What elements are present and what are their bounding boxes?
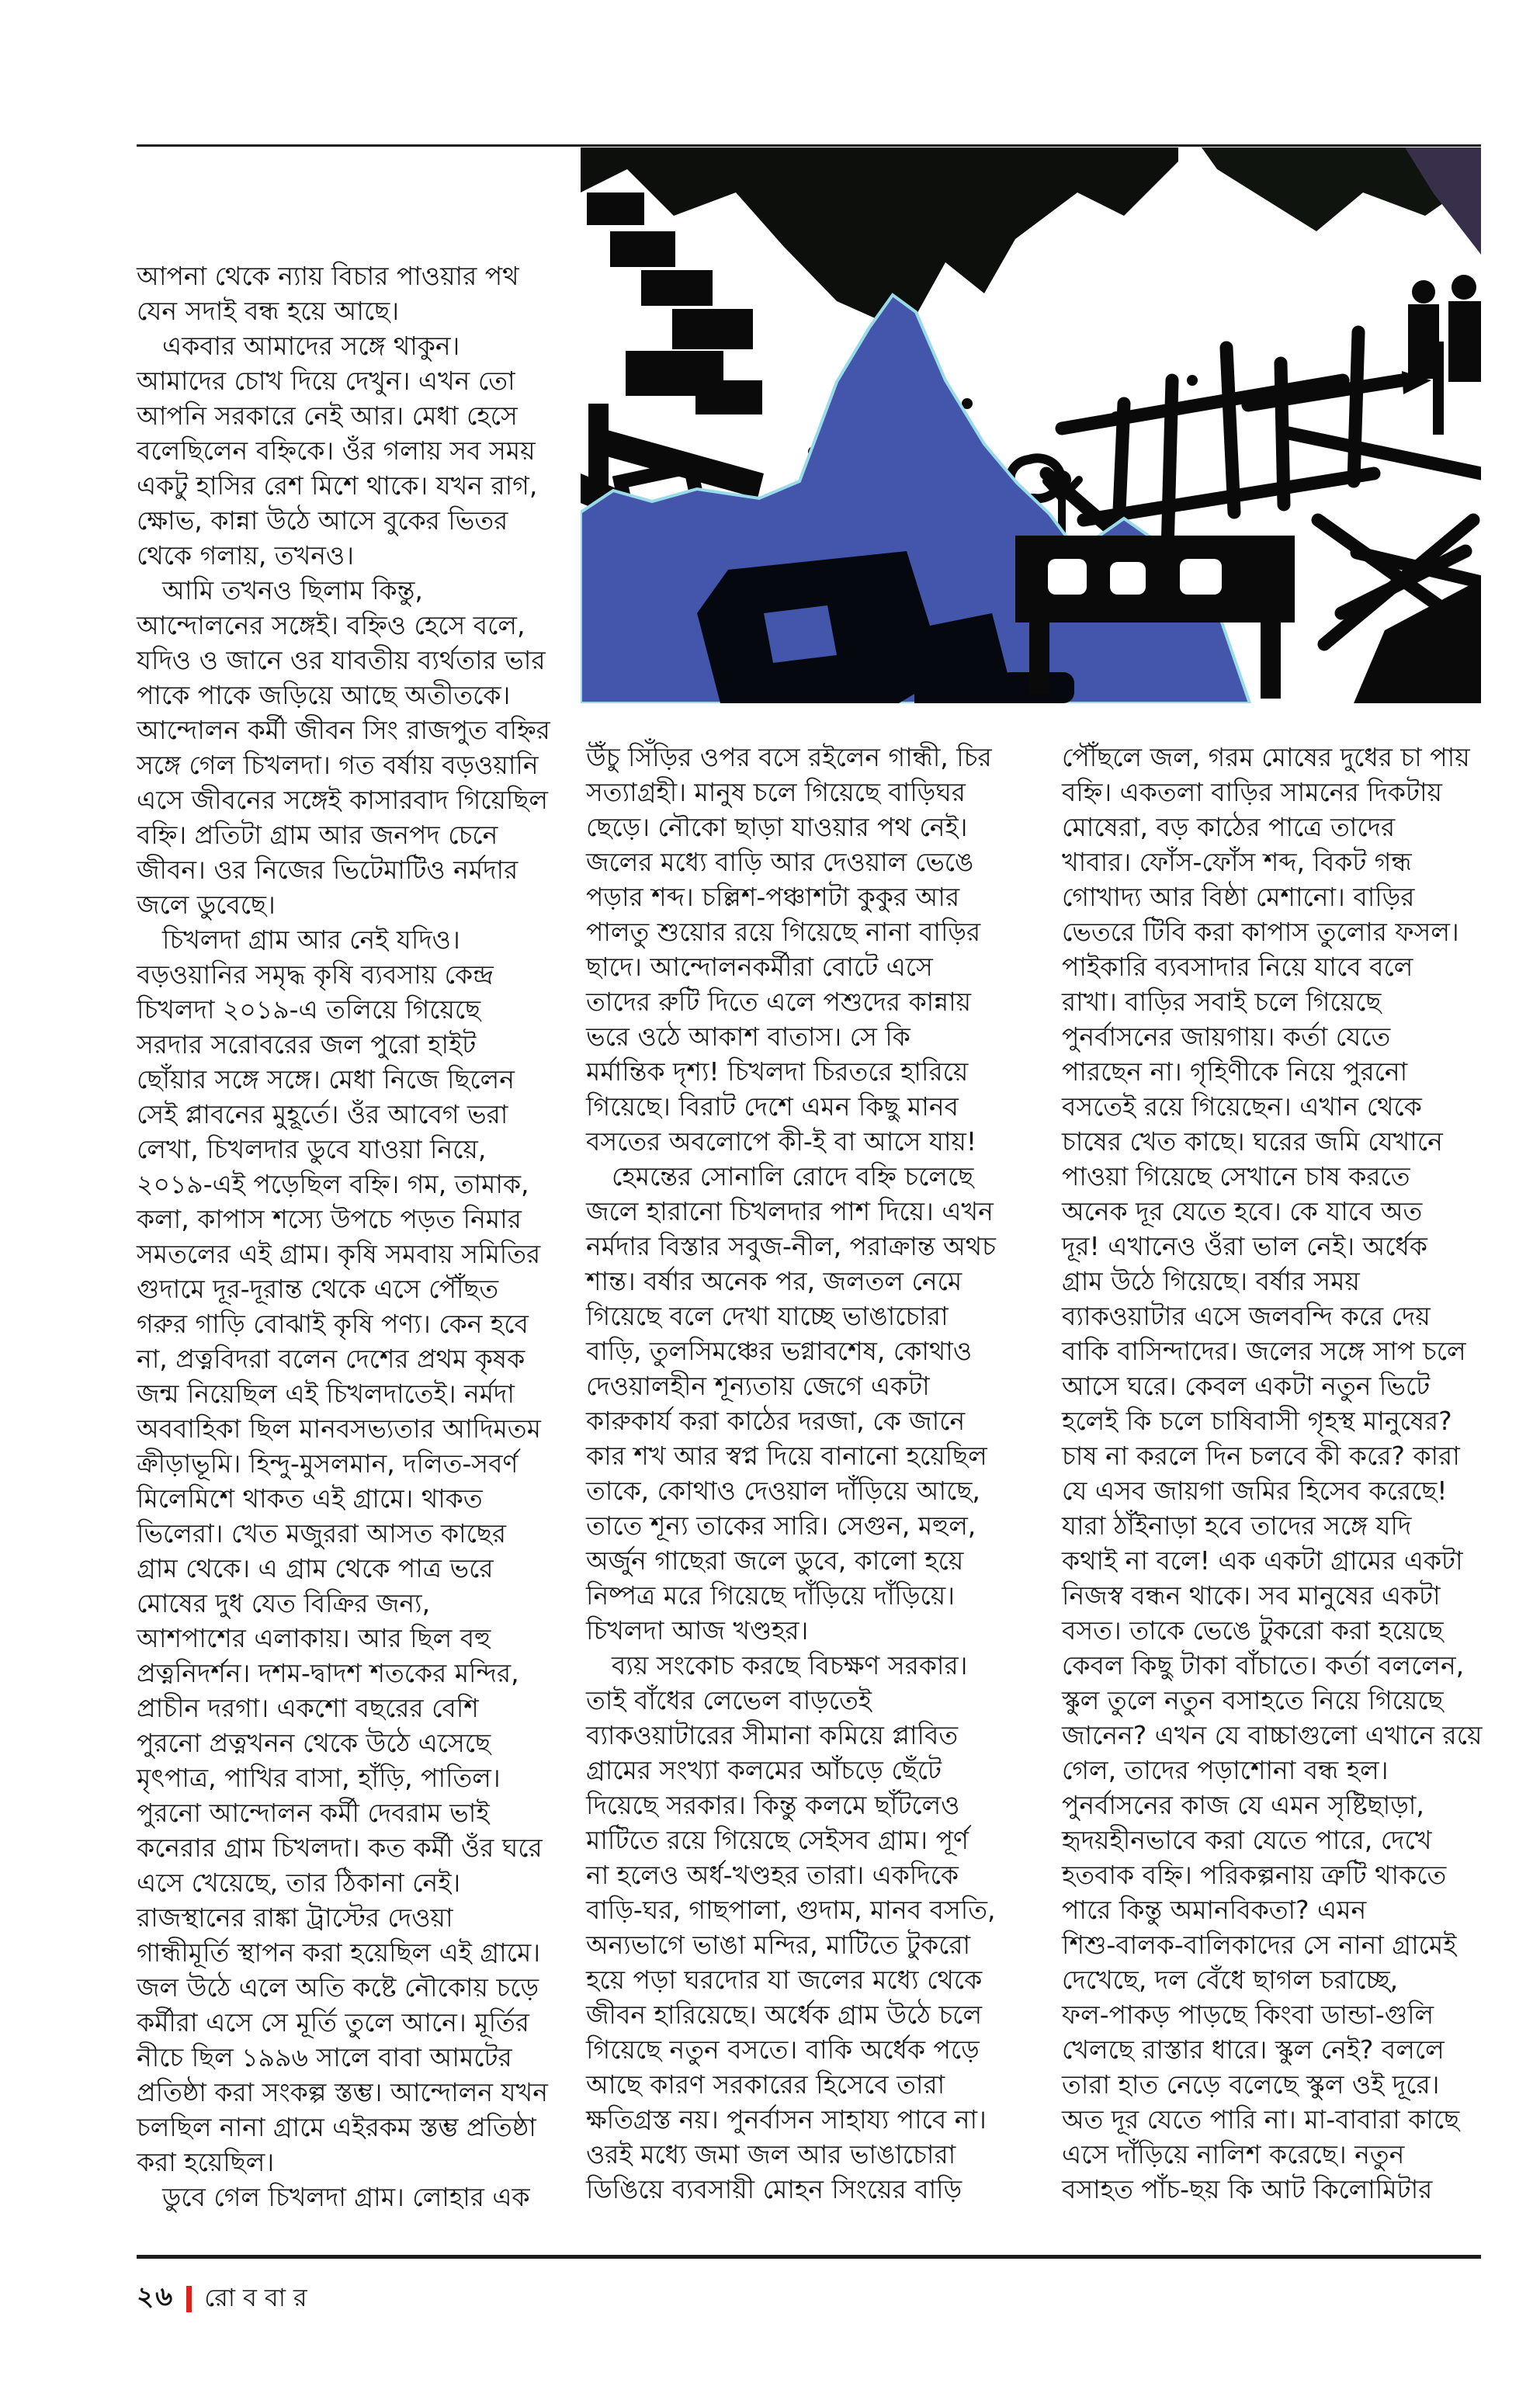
- text-line: সঙ্গে গেল চিখলদা। গত বর্ষায় বড়ওয়ানি: [137, 750, 539, 780]
- text-line: থেকে গলায়, তখনও।: [137, 540, 355, 571]
- text-column-1: [137, 258, 550, 2214]
- text-line: খেলছে রাস্তার ধারে। স্কুল নেই? বললে: [1062, 2034, 1445, 2065]
- text-line: কার শখ আর স্বপ্ন দিয়ে বানানো হয়েছিল: [586, 1441, 987, 1471]
- text-line: হয়ে পড়া ঘরদোর যা জলের মধ্যে থেকে: [586, 1965, 983, 1995]
- text-column-3: [1062, 740, 1500, 2207]
- text-line: তাই বাঁধের লেভেল বাড়তেই: [586, 1685, 872, 1715]
- text-line: জলে হারানো চিখলদার পাশ দিয়ে। এখন: [586, 1196, 994, 1226]
- text-line: প্রত্ননিদর্শন। দশম-দ্বাদশ শতকের মন্দির,: [137, 1658, 519, 1688]
- text-line: শান্ত। বর্ষার অনেক পর, জলতল নেমে: [586, 1266, 962, 1296]
- text-line: যে এসব জায়গা জমির হিসেব করেছে!: [1062, 1476, 1448, 1506]
- text-line: ব্যাকওয়াটারের সীমানা কমিয়ে প্লাবিত: [586, 1720, 959, 1750]
- text-line: হতবাক বহ্নি। পরিকল্পনায় ত্রুটি থাকতে: [1062, 1860, 1447, 1890]
- text-line: একবার আমাদের সঙ্গে থাকুন।: [137, 331, 460, 361]
- text-line: ক্রীড়াভূমি। হিন্দু-মুসলমান, দলিত-সবর্ণ: [137, 1448, 519, 1479]
- text-line: খাবার। ফোঁস-ফোঁস শব্দ, বিকট গন্ধ: [1062, 847, 1412, 877]
- text-line: ক্ষতিগ্রস্ত নয়। পুনর্বাসন সাহায্য পাবে না।: [586, 2104, 987, 2135]
- text-line: গ্রাম থেকে। এ গ্রাম থেকে পাত্র ভরে: [137, 1553, 494, 1583]
- text-line: জল উঠে এলে অতি কষ্টে নৌকোয় চড়ে: [137, 1972, 539, 2003]
- text-line: বাকি বাসিন্দাদের। জলের সঙ্গে সাপ চলে: [1062, 1336, 1466, 1366]
- text-line: তাদের রুটি দিতে এলে পশুদের কান্নায়: [586, 987, 972, 1017]
- text-line: কর্মীরা এসে সে মূর্তি তুলে আনে। মূর্তির: [137, 2007, 529, 2038]
- text-line: পুনর্বাসনের জায়গায়। কর্তা যেতে: [1062, 1021, 1391, 1052]
- text-line: বসতের অবলোপে কী-ই বা আসে যায়!: [586, 1126, 977, 1157]
- illustration: [581, 147, 1481, 703]
- text-line: আমি তখনও ছিলাম কিন্তু,: [137, 575, 423, 605]
- text-line: একটু হাসির রেশ মিশে থাকে। যখন রাগ,: [137, 470, 538, 501]
- text-line: সেই প্লাবনের মুহূর্তে। ওঁর আবেগ ভরা: [137, 1099, 508, 1129]
- text-line: গান্ধীমূর্তি স্থাপন করা হয়েছিল এই গ্রামে।: [137, 1937, 541, 1968]
- magazine-name: রোববার: [204, 2282, 315, 2312]
- text-line: ব্যয় সংকোচ করছে বিচক্ষণ সরকার।: [586, 1650, 968, 1680]
- text-line: আশপাশের এলাকায়। আর ছিল বহু: [137, 1623, 491, 1653]
- text-line: এসে দাঁড়িয়ে নালিশ করেছে। নতুন: [1062, 2139, 1405, 2169]
- text-line: ভরে ওঠে আকাশ বাতাস। সে কি: [586, 1021, 910, 1052]
- text-line: লেখা, চিখলদার ডুবে যাওয়া নিয়ে,: [137, 1134, 487, 1164]
- text-line: গুদামে দূর-দূরান্ত থেকে এসে পৌঁছত: [137, 1274, 499, 1304]
- text-line: কারুকার্য করা কাঠের দরজা, কে জানে: [586, 1406, 966, 1436]
- text-line: জলে ডুবেছে।: [137, 890, 276, 920]
- text-line: মর্মান্তিক দৃশ্য! চিখলদা চিরতরে হারিয়ে: [586, 1056, 969, 1087]
- text-line: যেন সদাই বন্ধ হয়ে আছে।: [137, 296, 400, 326]
- text-line: গ্রাম উঠে গিয়েছে। বর্ষার সময়: [1062, 1266, 1360, 1296]
- text-line: চিখলদা ২০১৯-এ তলিয়ে গিয়েছে: [137, 994, 481, 1025]
- text-line: হৃদয়হীনভাবে করা যেতে পারে, দেখে: [1062, 1825, 1432, 1855]
- text-line: ছেড়ে। নৌকো ছাড়া যাওয়ার পথ নেই।: [586, 812, 968, 842]
- text-line: তারা হাত নেড়ে বলেছে স্কুল ওই দূরে।: [1062, 2069, 1440, 2100]
- text-line: জলের মধ্যে বাড়ি আর দেওয়াল ভেঙে: [586, 847, 974, 877]
- text-line: নীচে ছিল ১৯৯৬ সালে বাবা আমটের: [137, 2042, 512, 2072]
- text-line: তাকে, কোথাও দেওয়াল দাঁড়িয়ে আছে,: [586, 1476, 980, 1506]
- text-line: উঁচু সিঁড়ির ওপর বসে রইলেন গান্ধী, চির: [586, 742, 992, 772]
- text-line: ডুবে গেল চিখলদা গ্রাম। লোহার এক: [137, 2182, 530, 2212]
- text-line: গোখাদ্য আর বিষ্ঠা মেশানো। বাড়ির: [1062, 882, 1415, 912]
- text-line: মৃৎপাত্র, পাখির বাসা, হাঁড়ি, পাতিল।: [137, 1763, 501, 1793]
- page-footer: [137, 2277, 315, 2321]
- text-line: রাজস্থানের রাঙ্কা ট্রাস্টের দেওয়া: [137, 1902, 453, 1933]
- text-line: আপনা থেকে ন্যায় বিচার পাওয়ার পথ: [137, 261, 519, 291]
- text-line: জন্ম নিয়েছিল এই চিখলদাতেই। নর্মদা: [137, 1379, 515, 1409]
- text-line: ক্ষোভ, কান্না উঠে আসে বুকের ভিতর: [137, 505, 508, 536]
- text-line: গিয়েছে নতুন বসতে। বাকি অর্ধেক পড়ে: [586, 2034, 980, 2065]
- text-line: আসে ঘরে। কেবল একটা নতুন ভিটে: [1062, 1371, 1431, 1401]
- text-line: ছোঁয়ার সঙ্গে সঙ্গে। মেধা নিজে ছিলেন: [137, 1064, 515, 1094]
- text-line: অর্জুন গাছেরা জলে ডুবে, কালো হয়ে: [586, 1545, 964, 1576]
- text-line: গ্রামের সংখ্যা কলমের আঁচড়ে ছেঁটে: [586, 1755, 942, 1785]
- flood-village-illustration: [581, 147, 1481, 703]
- text-line: আমাদের চোখ দিয়ে দেখুন। এখন তো: [137, 366, 515, 396]
- text-line: যদিও ও জানে ওর যাবতীয় ব্যর্থতার ভার: [137, 645, 546, 675]
- text-line: চিখলদা গ্রাম আর নেই যদিও।: [137, 924, 460, 955]
- text-line: বসাহত পাঁচ-ছয় কি আট কিলোমিটার: [1062, 2174, 1433, 2204]
- text-line: পারে কিন্তু অমানবিকতা? এমন: [1062, 1895, 1367, 1925]
- text-line: আপনি সরকারে নেই আর। মেধা হেসে: [137, 401, 518, 431]
- text-line: শিশু-বালক-বালিকাদের সে নানা গ্রামেই: [1062, 1930, 1457, 1960]
- text-line: মোষেরা, বড় কাঠের পাত্রে তাদের: [1062, 812, 1396, 842]
- text-line: চিখলদা আজ খণ্ডহর।: [586, 1615, 809, 1646]
- text-line: যারা ঠাঁইনাড়া হবে তাদের সঙ্গে যদি: [1062, 1510, 1412, 1541]
- text-line: প্রাচীন দরগা। একশো বছরের বেশি: [137, 1693, 479, 1723]
- text-line: গিয়েছে। বিরাট দেশে এমন কিছু মানব: [586, 1091, 959, 1122]
- text-line: বাড়ি-ঘর, গাছপালা, গুদাম, মানব বসতি,: [586, 1895, 996, 1925]
- text-line: গিয়েছে বলে দেখা যাচ্ছে ভাঙাচোরা: [586, 1301, 949, 1331]
- text-line: ডিঙিয়ে ব্যবসায়ী মোহন সিংয়ের বাড়ি: [586, 2174, 962, 2204]
- text-line: পৌঁছলে জল, গরম মোষের দুধের চা পায়: [1062, 742, 1470, 772]
- text-line: নর্মদার বিস্তার সবুজ-নীল, পরাক্রান্ত অথচ: [586, 1231, 996, 1261]
- text-line: পড়ার শব্দ। চল্লিশ-পঞ্চাশটা কুকুর আর: [586, 882, 960, 912]
- text-line: বলেছিলেন বহ্নিকে। ওঁর গলায় সব সময়: [137, 435, 536, 466]
- top-rule: [137, 144, 1481, 147]
- text-line: প্রতিষ্ঠা করা সংকল্প স্তম্ভ। আন্দোলন যখন: [137, 2077, 548, 2107]
- text-column-2: [586, 740, 1025, 2207]
- text-line: গরুর গাড়ি বোঝাই কৃষি পণ্য। কেন হবে: [137, 1309, 529, 1339]
- text-line: কলা, কাপাস শস্যে উপচে পড়ত নিমার: [137, 1204, 522, 1234]
- text-line: বহ্নি। একতলা বাড়ির সামনের দিকটায়: [1062, 777, 1442, 807]
- text-line: মোষের দুধ যেত বিক্রির জন্য,: [137, 1588, 431, 1618]
- text-line: করা হয়েছিল।: [137, 2147, 275, 2177]
- text-line: বসত। তাকে ভেঙে টুকরো করা হয়েছে: [1062, 1615, 1444, 1646]
- text-line: দেওয়ালহীন শূন্যতায় জেগে একটা: [586, 1371, 930, 1401]
- text-line: নিজস্ব বন্ধন থাকে। সব মানুষের একটা: [1062, 1580, 1441, 1611]
- text-line: বহ্নি। প্রতিটা গ্রাম আর জনপদ চেনে: [137, 820, 498, 850]
- text-line: বাড়ি, তুলসিমঞ্চের ভগ্নাবশেষ, কোথাও: [586, 1336, 973, 1366]
- text-line: আন্দোলন কর্মী জীবন সিং রাজপুত বহ্নির: [137, 715, 550, 745]
- text-line: পুরনো আন্দোলন কর্মী দেবরাম ভাই: [137, 1798, 490, 1828]
- text-line: সরদার সরোবরের জল পুরো হাইট: [137, 1029, 477, 1060]
- text-line: পালতু শুয়োর রয়ে গিয়েছে নানা বাড়ির: [586, 917, 981, 947]
- text-line: ফল-পাকড় পাড়ছে কিংবা ডান্ডা-গুলি: [1062, 1999, 1434, 2030]
- text-line: অত দূর যেতে পারি না। মা-বাবারা কাছে: [1062, 2104, 1460, 2135]
- text-line: গেল, তাদের পড়াশোনা বন্ধ হল।: [1062, 1755, 1389, 1785]
- text-line: এসে জীবনের সঙ্গেই কাসারবাদ গিয়েছিল: [137, 785, 548, 815]
- text-line: দিয়েছে সরকার। কিন্তু কলমে ছাঁটলেও: [586, 1790, 960, 1820]
- text-line: আন্দোলনের সঙ্গেই। বহ্নিও হেসে বলে,: [137, 610, 525, 640]
- text-line: বড়ওয়ানির সমৃদ্ধ কৃষি ব্যবসায় কেন্দ্র: [137, 959, 494, 990]
- text-line: ওরই মধ্যে জমা জল আর ভাঙাচোরা: [586, 2139, 956, 2169]
- text-line: দেখেছে, দল বেঁধে ছাগল চরাচ্ছে,: [1062, 1965, 1399, 1995]
- text-line: হেমন্তের সোনালি রোদে বহ্নি চলেছে: [586, 1161, 974, 1191]
- text-line: হলেই কি চলে চাষিবাসী গৃহস্থ মানুষের?: [1062, 1406, 1452, 1436]
- text-line: না হলেও অর্ধ-খণ্ডহর তারা। একদিকে: [586, 1860, 959, 1890]
- text-line: ভিলেরা। খেত মজুররা আসত কাছের: [137, 1518, 507, 1549]
- text-line: আছে কারণ সরকারের হিসেবে তারা: [586, 2069, 945, 2100]
- text-line: পুনর্বাসনের কাজ যে এমন সৃষ্টিছাড়া,: [1062, 1790, 1424, 1820]
- text-line: না, প্রত্নবিদরা বলেন দেশের প্রথম কৃষক: [137, 1344, 525, 1374]
- text-line: কনেরার গ্রাম চিখলদা। কত কর্মী ওঁর ঘরে: [137, 1833, 543, 1863]
- text-line: বসতেই রয়ে গিয়েছেন। এখান থেকে: [1062, 1091, 1422, 1122]
- text-line: চলছিল নানা গ্রামে এইরকম স্তম্ভ প্রতিষ্ঠা: [137, 2112, 536, 2142]
- text-line: পুরনো প্রত্নখনন থেকে উঠে এসেছে: [137, 1728, 491, 1758]
- bottom-rule: [137, 2255, 1481, 2259]
- text-line: জীবন হারিয়েছে। অর্ধেক গ্রাম উঠে চলে: [586, 1999, 983, 2030]
- text-line: চাষ না করলে দিন চলবে কী করে? কারা: [1062, 1441, 1460, 1471]
- text-line: মাটিতে রয়ে গিয়েছে সেইসব গ্রাম। পূর্ণ: [586, 1825, 969, 1855]
- text-line: ২০১৯-এই পড়েছিল বহ্নি। গম, তামাক,: [137, 1169, 529, 1199]
- text-line: পাকে পাকে জড়িয়ে আছে অতীতকে।: [137, 680, 511, 710]
- text-line: নিষ্পত্র মরে গিয়েছে দাঁড়িয়ে দাঁড়িয়ে।: [586, 1580, 956, 1611]
- text-line: অববাহিকা ছিল মানবসভ্যতার আদিমতম: [137, 1413, 541, 1444]
- text-line: ব্যাকওয়াটার এসে জলবন্দি করে দেয়: [1062, 1301, 1431, 1331]
- text-line: জানেন? এখন যে বাচ্চাগুলো এখানে রয়ে: [1062, 1720, 1483, 1750]
- text-line: এসে খেয়েছে, তার ঠিকানা নেই।: [137, 1868, 461, 1898]
- page-number: ২৬: [137, 2281, 175, 2312]
- text-line: ভেতরে টিবি করা কাপাস তুলোর ফসল।: [1062, 917, 1459, 947]
- text-line: অনেক দূর যেতে হবে। কে যাবে অত: [1062, 1196, 1423, 1226]
- text-line: অন্যভাগে ভাঙা মন্দির, মাটিতে টুকরো: [586, 1930, 971, 1960]
- text-line: দূর! এখানেও ওঁরা ভাল নেই। অর্ধেক: [1062, 1231, 1427, 1261]
- text-line: পাওয়া গিয়েছে সেখানে চাষ করতে: [1062, 1161, 1410, 1191]
- text-line: সমতলের এই গ্রাম। কৃষি সমবায় সমিতির: [137, 1239, 541, 1269]
- text-line: সত্যাগ্রহী। মানুষ চলে গিয়েছে বাড়িঘর: [586, 777, 966, 807]
- text-line: চাষের খেত কাছে। ঘরের জমি যেখানে: [1062, 1126, 1443, 1157]
- red-divider-bar: [186, 2286, 192, 2312]
- text-line: কথাই না বলে! এক একটা গ্রামের একটা: [1062, 1545, 1463, 1576]
- text-line: পাইকারি ব্যবসাদার নিয়ে যাবে বলে: [1062, 952, 1413, 982]
- text-line: মিলেমিশে থাকত এই গ্রামে। থাকত: [137, 1483, 483, 1514]
- text-line: পারছেন না। গৃহিণীকে নিয়ে পুরনো: [1062, 1056, 1408, 1087]
- text-line: রাখা। বাড়ির সবাই চলে গিয়েছে: [1062, 987, 1382, 1017]
- text-line: ছাদে। আন্দোলনকর্মীরা বোটে এসে: [586, 952, 933, 982]
- text-line: তাতে শূন্য তাকের সারি। সেগুন, মহুল,: [586, 1510, 976, 1541]
- text-line: জীবন। ওর নিজের ভিটেমাটিও নর্মদার: [137, 855, 519, 885]
- text-line: কেবল কিছু টাকা বাঁচাতে। কর্তা বললেন,: [1062, 1650, 1465, 1680]
- text-line: স্কুল তুলে নতুন বসাহতে নিয়ে গিয়েছে: [1062, 1685, 1444, 1715]
